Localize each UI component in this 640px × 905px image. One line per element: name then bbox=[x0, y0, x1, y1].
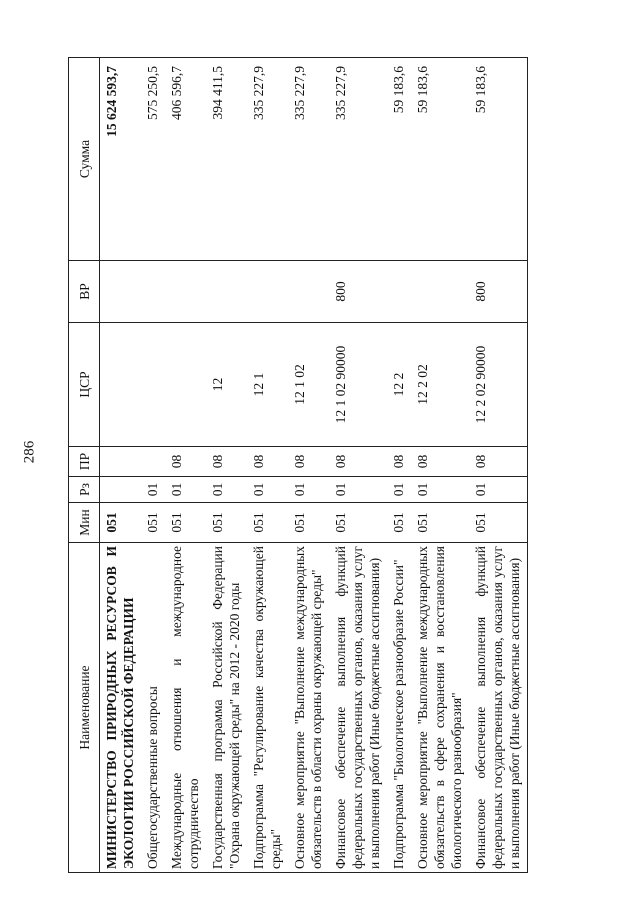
cell-sum: 575 250,5 bbox=[141, 58, 165, 261]
table-row bbox=[100, 58, 142, 873]
table-row bbox=[206, 58, 247, 873]
cell-min: 051 bbox=[288, 503, 329, 543]
cell-rz: 01 bbox=[387, 477, 411, 503]
cell-name: Финансовое обеспечение выполнения функций федеральных государственных органов, оказания услуг и выполнения работ (Иные бюджетные ассигнования) bbox=[469, 543, 528, 873]
cell-pr bbox=[141, 447, 165, 477]
cell-pr: 08 bbox=[206, 447, 247, 477]
cell-csr: 12 1 02 bbox=[288, 323, 329, 447]
cell-name: Общегосударственные вопросы bbox=[141, 543, 165, 873]
cell-min: 051 bbox=[387, 503, 411, 543]
cell-min: 051 bbox=[141, 503, 165, 543]
cell-csr bbox=[141, 323, 165, 447]
cell-rz: 01 bbox=[206, 477, 247, 503]
table-row bbox=[165, 58, 206, 873]
cell-name: Финансовое обеспечение выполнения функций федеральных государственных органов, оказания услуг и выполнения работ (Иные бюджетные ассигнования) bbox=[329, 543, 387, 873]
cell-vr bbox=[247, 261, 288, 323]
cell-sum: 335 227,9 bbox=[247, 58, 288, 261]
cell-rz: 01 bbox=[411, 477, 469, 503]
cell-sum: 59 183,6 bbox=[469, 58, 528, 261]
header-rz: Рз bbox=[69, 477, 100, 503]
cell-pr: 08 bbox=[329, 447, 387, 477]
cell-min: 051 bbox=[411, 503, 469, 543]
cell-min: 051 bbox=[165, 503, 206, 543]
cell-sum: 335 227,9 bbox=[288, 58, 329, 261]
cell-name: Основное мероприятие "Выполнение международных обязательств в области охраны окружающей среды" bbox=[288, 543, 329, 873]
cell-vr: 800 bbox=[329, 261, 387, 323]
budget-table-rotated bbox=[68, 58, 602, 873]
table-row bbox=[387, 58, 411, 873]
cell-name: МИНИСТЕРСТВО ПРИРОДНЫХ РЕСУРСОВ И ЭКОЛОГИИ РОССИЙСКОЙ ФЕДЕРАЦИИ bbox=[100, 543, 142, 873]
cell-csr: 12 2 02 bbox=[411, 323, 469, 447]
cell-sum: 59 183,6 bbox=[411, 58, 469, 261]
cell-pr: 08 bbox=[165, 447, 206, 477]
cell-min: 051 bbox=[247, 503, 288, 543]
cell-pr: 08 bbox=[411, 447, 469, 477]
cell-rz: 01 bbox=[247, 477, 288, 503]
cell-pr: 08 bbox=[469, 447, 528, 477]
cell-name: Подпрограмма "Регулирование качества окружающей среды" bbox=[247, 543, 288, 873]
header-csr: ЦСР bbox=[69, 323, 100, 447]
table-row bbox=[141, 58, 165, 873]
header-pr: ПР bbox=[69, 447, 100, 477]
cell-pr: 08 bbox=[288, 447, 329, 477]
cell-vr bbox=[387, 261, 411, 323]
header-vr: ВР bbox=[69, 261, 100, 323]
cell-sum: 394 411,5 bbox=[206, 58, 247, 261]
table-row bbox=[288, 58, 329, 873]
header-sum: Сумма bbox=[69, 58, 100, 261]
budget-table bbox=[68, 57, 528, 873]
cell-pr: 08 bbox=[247, 447, 288, 477]
cell-pr bbox=[100, 447, 142, 477]
cell-csr bbox=[165, 323, 206, 447]
cell-rz: 01 bbox=[165, 477, 206, 503]
cell-min: 051 bbox=[206, 503, 247, 543]
cell-min: 051 bbox=[329, 503, 387, 543]
cell-csr: 12 2 bbox=[387, 323, 411, 447]
table-row bbox=[469, 58, 528, 873]
cell-name: Подпрограмма "Биологическое разнообразие России" bbox=[387, 543, 411, 873]
header-name: Наименование bbox=[69, 543, 100, 873]
cell-sum: 406 596,7 bbox=[165, 58, 206, 261]
cell-rz bbox=[100, 477, 142, 503]
cell-pr: 08 bbox=[387, 447, 411, 477]
cell-vr bbox=[288, 261, 329, 323]
cell-csr: 12 1 bbox=[247, 323, 288, 447]
cell-min: 051 bbox=[100, 503, 142, 543]
cell-rz: 01 bbox=[469, 477, 528, 503]
cell-rz: 01 bbox=[329, 477, 387, 503]
cell-csr bbox=[100, 323, 142, 447]
cell-vr bbox=[411, 261, 469, 323]
table-row bbox=[247, 58, 288, 873]
cell-vr bbox=[141, 261, 165, 323]
cell-name: Основное мероприятие "Выполнение международных обязательств в сфере сохранения и восстановления биологического разнообразия" bbox=[411, 543, 469, 873]
cell-vr bbox=[206, 261, 247, 323]
cell-name: Международные отношения и международное сотрудничество bbox=[165, 543, 206, 873]
cell-sum: 335 227,9 bbox=[329, 58, 387, 261]
cell-csr: 12 bbox=[206, 323, 247, 447]
page-number: 286 bbox=[21, 440, 38, 464]
cell-vr bbox=[165, 261, 206, 323]
cell-csr: 12 1 02 90000 bbox=[329, 323, 387, 447]
header-min: Мин bbox=[69, 503, 100, 543]
table-row bbox=[411, 58, 469, 873]
cell-sum: 59 183,6 bbox=[387, 58, 411, 261]
cell-vr: 800 bbox=[469, 261, 528, 323]
cell-min: 051 bbox=[469, 503, 528, 543]
table-row bbox=[329, 58, 387, 873]
cell-csr: 12 2 02 90000 bbox=[469, 323, 528, 447]
cell-name: Государственная программа Российской Федерации "Охрана окружающей среды" на 2012 - 2020 годы bbox=[206, 543, 247, 873]
cell-sum: 15 624 593,7 bbox=[100, 58, 142, 261]
cell-rz: 01 bbox=[288, 477, 329, 503]
cell-rz: 01 bbox=[141, 477, 165, 503]
cell-vr bbox=[100, 261, 142, 323]
table-header-row bbox=[69, 58, 100, 873]
